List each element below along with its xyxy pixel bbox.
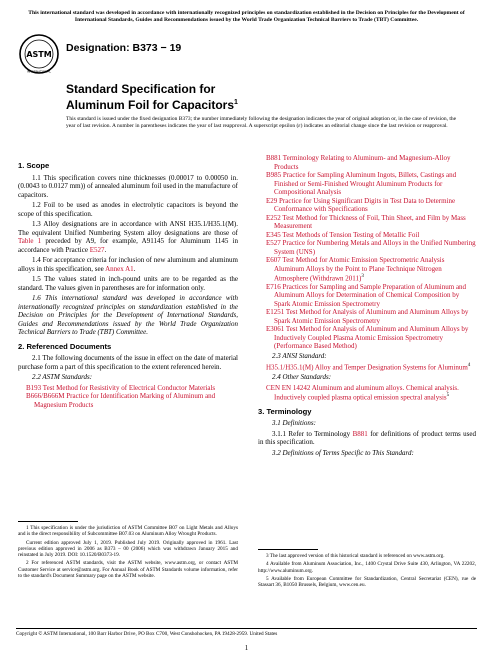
reference-item [266,214,476,231]
reference-title[interactable]: Test Methods of Tension Testing of Metallic Foil [280,230,420,239]
cen-reference [266,384,476,402]
copyright-notice: Copyright © ASTM International, 100 Barr Harbor Drive, PO Box C700, West Conshohocken, PA 19428-2959. United States [16,631,278,637]
reference-title[interactable]: Practice for Numbering Metals and Alloys in the Unified Numbering System (UNS) [274,239,476,256]
para-1-4-text-a: 1.4 For acceptance criteria for inclusion of new aluminum and aluminum alloys in this specification, see [18,256,238,273]
development-notice: This international standard was developed in accordance with internationally recognized principles on standardization established in the Decision on Principles for the Development of International Standards, Guides and Recommendations issued by the World Trade Organization Technical Barriers to Trade (TBT) Committee. [28,10,465,23]
para-1-4-text-b: . [133,264,136,273]
reference-item [266,256,476,283]
footnote-1-edition: Current edition approved July 1, 2019. Published July 2019. Originally approved in 1961. Last previous edition approved in 2006 as B373 – 00 (2006) which was withdrawn January 2015 and reinstated in July 2019. DOI: 10.1520/B0373-19. [18,539,238,559]
right-column [258,154,476,459]
title-line-1: Standard Specification for [66,82,216,96]
reference-title[interactable]: Alloy and Temper Designation Systems for Aluminum [313,363,468,372]
para-1-3-text-a: 1.3 Alloy designations are in accordance with ANSI H35.1/H35.1(M). The equivalent Unified Numbering System alloy designations are those of [18,220,238,237]
para-3-2: 3.2 Definitions of Terms Specific to This Standard: [272,448,414,457]
reference-title[interactable]: Test Method for Analysis of Aluminum and Aluminum Alloys by Spark Atomic Emission Spectrometry [274,308,469,325]
para-1-1: 1.1 This specification covers nine thicknesses (0.00017 to 0.00050 in. (0.0043 to 0.0127 mm)) of annealed aluminum foil used in the manufacture of capacitors. [18,173,238,199]
para-1-2: 1.2 Foil to be used as anodes in electrolytic capacitors is beyond the scope of this specification. [18,201,238,218]
designation: Designation: B373 − 19 [66,42,182,54]
reference-item [266,171,476,197]
reference-item [266,325,476,351]
reference-title[interactable]: Practice for Identification Marking of Aluminum and Magnesium Products [34,392,216,409]
link-e527[interactable]: E527 [89,245,105,254]
reference-item [266,283,476,309]
footnote-mark-4: 4 [467,363,471,369]
para-3-1-1-text-b: for definitions of product terms used in this specification. [258,429,476,447]
reference-item [266,362,476,372]
para-3-1: 3.1 Definitions: [272,419,316,428]
footnote-mark-3: 3 [361,274,364,279]
reference-item [26,392,238,409]
para-2-4: 2.4 Other Standards: [272,373,332,382]
reference-code[interactable]: E607 [266,256,281,264]
para-2-3: 2.3 ANSI Standard: [272,351,327,360]
reference-item [26,384,238,393]
document-title [66,82,238,112]
footnotes-right [258,553,476,590]
reference-code[interactable]: B985 [266,171,282,179]
reference-code[interactable]: B881 [266,154,282,162]
right-reference-list [266,154,476,351]
footer-divider [16,628,477,629]
issuance-statement: This standard is issued under the fixed designation B373; the number immediately following the designation indicates the year of original adoption or, in the case of revision, the year of last revision. A number in parentheses indicates the year of last reapproval. A superscript epsilon (ε) indicates an editorial change since the last revision or reapproval. [66,116,457,129]
svg-text:ASTM: ASTM [26,50,52,59]
reference-item [266,384,476,402]
reference-title[interactable]: Test Method for Atomic Emission Spectrometric Analysis Aluminum Alloys by the Point to Plane Technique Nitrogen Atmosphere (Withdrawn 2011) [274,256,445,283]
footnote-4: 4 Available from Aluminum Association, Inc., 1400 Crystal Drive Suite 430, Arlington, VA 22202, http://www.aluminum.org. [258,561,476,574]
reference-code[interactable]: E345 [266,230,281,239]
reference-code[interactable]: E3061 [266,325,285,334]
reference-item [266,197,476,214]
para-1-3 [18,220,238,254]
reference-code[interactable]: E29 [266,196,278,205]
reference-code[interactable]: B193 [26,383,42,392]
section-scope-heading: 1. Scope [18,161,50,170]
footnote-2: 2 For referenced ASTM standards, visit the ASTM website, www.astm.org, or contact ASTM Customer Service at service@astm.org. For Annual Book of ASTM Standards volume information, refer to the standard's Document Summary page on the ASTM website. [18,560,238,580]
footnote-5: 5 Available from European Committee for Standardization, Central Secretariat (CEN), rue de Stassart 36, B1050 Brussels, Belgium, www.cen.eu. [258,575,476,589]
para-1-5: 1.5 The values stated in inch-pound units are to be regarded as the standard. The values given in parentheses are for information only. [18,275,238,292]
reference-code[interactable]: E252 [266,213,281,222]
reference-title[interactable]: Aluminum and aluminum alloys. Chemical analysis. Inductively coupled plasma optical emission spectral analysis [274,383,459,402]
reference-code[interactable]: H35.1/H35.1(M) [266,363,314,372]
footnote-rule-left [18,521,78,522]
footnote-3: 3 The last approved version of this historical standard is referenced on www.astm.org. [266,553,445,559]
reference-code[interactable]: E1251 [266,308,285,317]
left-reference-list [26,384,238,410]
footnote-1: 1 This specification is under the jurisdiction of ASTM Committee B07 on Light Metals and Alloys and is the direct responsibility of Subcommittee B07.03 on Aluminum Alloy Wrought Products. [18,525,238,538]
page-number: 1 [244,644,249,652]
para-1-6: 1.6 This international standard was developed in accordance with internationally recognized principles on standardization established in the Decision on Principles for the Development of International Standards, Guides and Recommendations issued by the World Trade Organization Technical Barriers to Trade (TBT) Committee. [18,294,238,336]
footnotes-left [18,525,238,581]
title-footnote-mark: 1 [234,99,238,106]
para-3-1-1-text-a: 3.1.1 Refer to Terminology [272,429,353,438]
reference-code[interactable]: E527 [266,239,281,247]
para-2-2: 2.2 ASTM Standards: [32,373,93,381]
footnote-rule-right [258,549,318,550]
left-column [18,156,238,410]
title-line-2 [66,96,238,112]
reference-title[interactable]: Practice for Sampling Aluminum Ingots, Billets, Castings and Finished or Semi-Finished Wrought Aluminum Products for Compositional Analysis [274,171,457,196]
reference-title[interactable]: Practice for Using Significant Digits in Test Data to Determine Conformance with Specifications [274,196,456,213]
reference-title[interactable]: Terminology Relating to Aluminum- and Magnesium-Alloy Products [274,154,451,171]
link-table-1[interactable]: Table 1 [18,237,42,245]
section-referenced-documents-heading: 2. Referenced Documents [18,341,112,351]
link-b881[interactable]: B881 [352,429,368,438]
reference-title[interactable]: Test Method for Resistivity of Electrical Conductor Materials [41,383,216,392]
para-1-3-text-c: . [104,245,107,254]
reference-title[interactable]: Test Method for Analysis of Aluminum and Aluminum Alloys by Inductively Coupled Plasma Atomic Emission Spectrometry (Performance Based Method) [274,325,469,351]
reference-item [266,154,476,171]
para-3-1-1 [258,430,476,447]
footnote-mark-5: 5 [446,393,450,399]
section-terminology-heading: 3. Terminology [258,406,312,416]
reference-item [266,231,476,240]
reference-code[interactable]: CEN EN 14242 [266,383,311,392]
svg-text:INTERNATIONAL: INTERNATIONAL [26,69,52,74]
para-1-4 [18,256,238,273]
reference-title[interactable]: Test Method for Thickness of Foil, Thin Sheet, and Film by Mass Measurement [274,213,466,230]
para-1-3-text-b: preceded by A9, for example, A91145 for Aluminum 1145 in accordance with Practice [18,237,238,254]
link-annex-a1[interactable]: Annex A1 [105,264,134,273]
reference-item [266,239,476,256]
reference-code[interactable]: B666/B666M [26,392,65,400]
reference-title[interactable]: Practices for Sampling and Sample Preparation of Aluminum and Aluminum Alloys for Determination of Chemical Composition by Spark Atomic Emission Spectrometry [274,282,467,308]
astm-logo [18,33,60,75]
ansi-reference [266,362,476,372]
para-2-1: 2.1 The following documents of the issue in effect on the date of material purchase form a part of this specification to the extent referenced herein. [18,354,238,371]
reference-item [266,308,476,325]
reference-code[interactable]: E716 [266,282,281,291]
title-text: Aluminum Foil for Capacitors [66,98,235,112]
